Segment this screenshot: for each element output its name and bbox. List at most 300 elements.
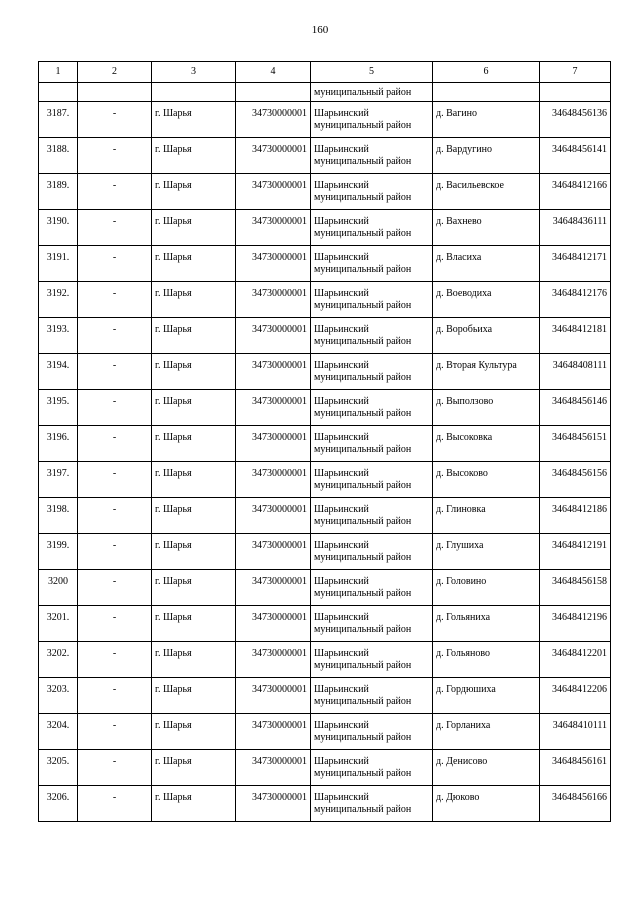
code-cell (236, 570, 311, 606)
settlement-text: д. Горланиха (436, 720, 491, 731)
district-cell (311, 498, 433, 534)
city-text: г. Шарья (155, 252, 192, 263)
row-number-text: 3191. (46, 252, 70, 263)
city-cell (152, 642, 236, 678)
code-text: 34730000001 (252, 504, 307, 515)
code-cell (236, 318, 311, 354)
column-2-text: - (112, 576, 117, 587)
column-2-cell (78, 786, 152, 822)
code-cell (236, 750, 311, 786)
column-2-text: - (112, 756, 117, 767)
column-2-cell (78, 138, 152, 174)
city-cell (152, 426, 236, 462)
code-text: 34730000001 (252, 324, 307, 335)
code-text: 34730000001 (252, 432, 307, 443)
settlement-cell (433, 750, 540, 786)
district-cell (311, 210, 433, 246)
table-row (39, 534, 611, 570)
city-cell (152, 102, 236, 138)
city-text: г. Шарья (155, 720, 192, 731)
settlement-cell (433, 462, 540, 498)
okato-cell (540, 354, 611, 390)
row-number-cell (39, 534, 78, 570)
city-cell (152, 174, 236, 210)
registry-table (38, 61, 611, 822)
table-row (39, 606, 611, 642)
continuation-row (39, 83, 611, 102)
settlement-text: д. Гольяново (436, 648, 491, 659)
row-number-text: 3188. (46, 144, 70, 155)
column-2-text: - (112, 252, 117, 263)
settlement-text: д. Денисово (436, 756, 488, 767)
settlement-text: д. Гордюшиха (436, 684, 496, 695)
cell-empty (236, 83, 311, 102)
row-number-cell (39, 462, 78, 498)
district-cell (311, 390, 433, 426)
row-number-cell (39, 210, 78, 246)
settlement-text: д. Глушиха (436, 540, 484, 551)
okato-cell (540, 750, 611, 786)
settlement-text: д. Глиновка (436, 504, 486, 515)
okato-cell (540, 318, 611, 354)
page-number: 160 (311, 24, 329, 36)
column-header-3: 3 (152, 62, 236, 83)
settlement-text: д. Гольяниха (436, 612, 491, 623)
code-cell (236, 390, 311, 426)
cell-empty (433, 83, 540, 102)
city-cell (152, 786, 236, 822)
settlement-cell (433, 786, 540, 822)
code-text: 34730000001 (252, 540, 307, 551)
header-row (39, 62, 611, 83)
okato-cell (540, 138, 611, 174)
district-line-1: Шарьинский (314, 540, 369, 551)
city-text: г. Шарья (155, 648, 192, 659)
row-number-text: 3196. (46, 432, 70, 443)
settlement-text: д. Вахнево (436, 216, 482, 227)
okato-cell (540, 642, 611, 678)
table-row (39, 138, 611, 174)
cell-empty (39, 83, 78, 102)
city-cell (152, 282, 236, 318)
cell-empty (78, 83, 152, 102)
city-text: г. Шарья (155, 792, 192, 803)
district-line-1: Шарьинский (314, 360, 369, 371)
row-number-cell (39, 390, 78, 426)
district-line-1: Шарьинский (314, 180, 369, 191)
column-2-text: - (112, 108, 117, 119)
column-2-cell (78, 642, 152, 678)
district-line-2: муниципальный район (314, 264, 412, 275)
city-text: г. Шарья (155, 612, 192, 623)
column-header-4: 4 (236, 62, 311, 83)
settlement-cell (433, 282, 540, 318)
district-cell (311, 246, 433, 282)
city-cell (152, 354, 236, 390)
code-cell (236, 498, 311, 534)
city-cell (152, 606, 236, 642)
okato-cell (540, 174, 611, 210)
column-2-cell (78, 390, 152, 426)
row-number-cell (39, 138, 78, 174)
okato-text: 34648456158 (552, 576, 607, 587)
column-2-text: - (112, 288, 117, 299)
okato-text: 34648412166 (552, 180, 607, 191)
row-number-text: 3192. (46, 288, 70, 299)
okato-text: 34648412206 (552, 684, 607, 695)
district-line-2: муниципальный район (314, 660, 412, 671)
column-2-text: - (112, 648, 117, 659)
column-2-cell (78, 678, 152, 714)
district-line-1: Шарьинский (314, 216, 369, 227)
settlement-text: д. Головино (436, 576, 487, 587)
row-number-text: 3206. (46, 792, 70, 803)
district-line-1: Шарьинский (314, 252, 369, 263)
settlement-text: д. Вардугино (436, 144, 492, 155)
column-2-cell (78, 498, 152, 534)
district-line-2: муниципальный район (314, 444, 412, 455)
column-header-6: 6 (433, 62, 540, 83)
code-cell (236, 354, 311, 390)
code-cell (236, 786, 311, 822)
district-cell (311, 174, 433, 210)
row-number-cell (39, 354, 78, 390)
okato-text: 34648436111 (552, 216, 607, 227)
district-line-2: муниципальный район (314, 336, 412, 347)
district-line-1: Шарьинский (314, 324, 369, 335)
city-cell (152, 318, 236, 354)
city-text: г. Шарья (155, 324, 192, 335)
city-text: г. Шарья (155, 432, 192, 443)
settlement-cell (433, 426, 540, 462)
okato-text: 34648456156 (552, 468, 607, 479)
district-line-2: муниципальный район (314, 552, 412, 563)
table-row (39, 678, 611, 714)
table-row (39, 714, 611, 750)
code-text: 34730000001 (252, 216, 307, 227)
settlement-text: д. Власиха (436, 252, 482, 263)
okato-cell (540, 786, 611, 822)
row-number-text: 3203. (46, 684, 70, 695)
okato-text: 34648412176 (552, 288, 607, 299)
okato-text: 34648456146 (552, 396, 607, 407)
row-number-text: 3194. (46, 360, 70, 371)
settlement-text: д. Васильевское (436, 180, 504, 191)
row-number-cell (39, 714, 78, 750)
row-number-cell (39, 318, 78, 354)
okato-text: 34648412191 (552, 540, 607, 551)
district-line-2: муниципальный район (314, 120, 412, 131)
settlement-cell (433, 318, 540, 354)
row-number-text: 3189. (46, 180, 70, 191)
settlement-text: д. Дюково (436, 792, 480, 803)
column-2-cell (78, 426, 152, 462)
district-cell (311, 102, 433, 138)
code-text: 34730000001 (252, 720, 307, 731)
column-header-1: 1 (39, 62, 78, 83)
row-number-cell (39, 750, 78, 786)
code-cell (236, 606, 311, 642)
row-number-cell (39, 570, 78, 606)
city-cell (152, 534, 236, 570)
okato-text: 34648456136 (552, 108, 607, 119)
column-header-7: 7 (540, 62, 611, 83)
district-line-1: Шарьинский (314, 720, 369, 731)
settlement-text: д. Высоково (436, 468, 488, 479)
code-cell (236, 102, 311, 138)
row-number-text: 3202. (46, 648, 70, 659)
column-2-text: - (112, 432, 117, 443)
district-line-1: Шарьинский (314, 144, 369, 155)
row-number-cell (39, 642, 78, 678)
district-line-2: муниципальный район (314, 228, 412, 239)
city-cell (152, 462, 236, 498)
district-line-2: муниципальный район (314, 588, 412, 599)
code-text: 34730000001 (252, 108, 307, 119)
district-cell (311, 534, 433, 570)
district-line-2: муниципальный район (314, 480, 412, 491)
table-row (39, 246, 611, 282)
row-number-cell (39, 678, 78, 714)
settlement-text: д. Выползово (436, 396, 494, 407)
table-row (39, 498, 611, 534)
okato-text: 34648412201 (552, 648, 607, 659)
row-number-text: 3204. (46, 720, 70, 731)
city-text: г. Шарья (155, 144, 192, 155)
settlement-cell (433, 642, 540, 678)
row-number-cell (39, 426, 78, 462)
code-cell (236, 534, 311, 570)
table-row (39, 750, 611, 786)
city-text: г. Шарья (155, 396, 192, 407)
district-line-2: муниципальный район (314, 696, 412, 707)
row-number-text: 3200 (48, 576, 68, 587)
code-cell (236, 246, 311, 282)
code-cell (236, 210, 311, 246)
district-line-1: Шарьинский (314, 792, 369, 803)
district-line-2: муниципальный район (314, 408, 412, 419)
code-text: 34730000001 (252, 288, 307, 299)
row-number-text: 3201. (46, 612, 70, 623)
column-2-cell (78, 210, 152, 246)
district-cell (311, 642, 433, 678)
column-2-cell (78, 534, 152, 570)
city-text: г. Шарья (155, 180, 192, 191)
district-line-1: Шарьинский (314, 684, 369, 695)
code-text: 34730000001 (252, 180, 307, 191)
code-text: 34730000001 (252, 576, 307, 587)
column-2-cell (78, 102, 152, 138)
table-row (39, 642, 611, 678)
code-cell (236, 174, 311, 210)
district-cell (311, 138, 433, 174)
settlement-cell (433, 246, 540, 282)
district-cell (311, 606, 433, 642)
table-row (39, 390, 611, 426)
code-text: 34730000001 (252, 684, 307, 695)
column-header-2: 2 (78, 62, 152, 83)
okato-cell (540, 534, 611, 570)
column-2-text: - (112, 720, 117, 731)
code-text: 34730000001 (252, 360, 307, 371)
code-text: 34730000001 (252, 144, 307, 155)
district-cell (311, 462, 433, 498)
column-2-text: - (112, 144, 117, 155)
row-number-cell (39, 282, 78, 318)
row-number-text: 3198. (46, 504, 70, 515)
city-text: г. Шарья (155, 288, 192, 299)
city-text: г. Шарья (155, 108, 192, 119)
okato-cell (540, 210, 611, 246)
settlement-cell (433, 606, 540, 642)
okato-cell (540, 462, 611, 498)
city-text: г. Шарья (155, 360, 192, 371)
district-line-1: Шарьинский (314, 504, 369, 515)
district-cell (311, 570, 433, 606)
column-2-cell (78, 282, 152, 318)
column-2-cell (78, 714, 152, 750)
code-text: 34730000001 (252, 792, 307, 803)
okato-text: 34648456166 (552, 792, 607, 803)
code-text: 34730000001 (252, 756, 307, 767)
okato-text: 34648456141 (552, 144, 607, 155)
settlement-text: д. Воробьиха (436, 324, 493, 335)
code-text: 34730000001 (252, 612, 307, 623)
code-cell (236, 138, 311, 174)
column-2-cell (78, 354, 152, 390)
code-text: 34730000001 (252, 252, 307, 263)
settlement-cell (433, 174, 540, 210)
district-line-2: муниципальный район (314, 516, 412, 527)
district-cell (311, 282, 433, 318)
table-row (39, 354, 611, 390)
settlement-text: д. Вагино (436, 108, 478, 119)
column-2-cell (78, 462, 152, 498)
okato-text: 34648412186 (552, 504, 607, 515)
row-number-cell (39, 786, 78, 822)
district-line-2: муниципальный район (314, 300, 412, 311)
code-cell (236, 426, 311, 462)
column-header-5: 5 (311, 62, 433, 83)
okato-cell (540, 282, 611, 318)
table-row (39, 174, 611, 210)
table-row (39, 318, 611, 354)
district-cell (311, 678, 433, 714)
district-line-2: муниципальный район (314, 732, 412, 743)
settlement-cell (433, 714, 540, 750)
code-cell (236, 642, 311, 678)
row-number-text: 3187. (46, 108, 70, 119)
okato-cell (540, 246, 611, 282)
row-number-text: 3193. (46, 324, 70, 335)
row-number-cell (39, 174, 78, 210)
okato-cell (540, 102, 611, 138)
table-row (39, 786, 611, 822)
column-2-text: - (112, 792, 117, 803)
district-cell (311, 318, 433, 354)
district-line-2: муниципальный район (314, 624, 412, 635)
city-text: г. Шарья (155, 756, 192, 767)
district-cell (311, 786, 433, 822)
district-cell (311, 750, 433, 786)
settlement-cell (433, 102, 540, 138)
city-text: г. Шарья (155, 468, 192, 479)
okato-cell (540, 498, 611, 534)
district-cell (311, 426, 433, 462)
cell-empty (540, 83, 611, 102)
row-number-text: 3190. (46, 216, 70, 227)
district-line-1: Шарьинский (314, 648, 369, 659)
settlement-cell (433, 570, 540, 606)
district-line-1: Шарьинский (314, 432, 369, 443)
table-row (39, 210, 611, 246)
okato-cell (540, 678, 611, 714)
code-cell (236, 678, 311, 714)
column-2-text: - (112, 216, 117, 227)
column-2-text: - (112, 360, 117, 371)
column-2-cell (78, 246, 152, 282)
city-text: г. Шарья (155, 504, 192, 515)
settlement-text: д. Воеводиха (436, 288, 492, 299)
city-cell (152, 678, 236, 714)
okato-text: 34648456151 (552, 432, 607, 443)
city-cell (152, 570, 236, 606)
settlement-cell (433, 138, 540, 174)
cell-empty (152, 83, 236, 102)
city-cell (152, 714, 236, 750)
okato-cell (540, 390, 611, 426)
code-text: 34730000001 (252, 396, 307, 407)
district-cell (311, 354, 433, 390)
row-number-cell (39, 246, 78, 282)
district-line-2: муниципальный район (314, 192, 412, 203)
settlement-text: д. Высоковка (436, 432, 493, 443)
code-text: 34730000001 (252, 648, 307, 659)
settlement-cell (433, 210, 540, 246)
column-2-cell (78, 318, 152, 354)
column-2-cell (78, 174, 152, 210)
okato-cell (540, 714, 611, 750)
table-row (39, 462, 611, 498)
column-2-text: - (112, 180, 117, 191)
city-cell (152, 138, 236, 174)
district-line-2: муниципальный район (314, 372, 412, 383)
column-2-text: - (112, 468, 117, 479)
column-2-text: - (112, 504, 117, 515)
column-2-cell (78, 570, 152, 606)
city-text: г. Шарья (155, 540, 192, 551)
column-2-text: - (112, 324, 117, 335)
column-2-text: - (112, 612, 117, 623)
row-number-text: 3195. (46, 396, 70, 407)
city-cell (152, 390, 236, 426)
city-cell (152, 210, 236, 246)
row-number-cell (39, 606, 78, 642)
row-number-cell (39, 498, 78, 534)
okato-text: 34648412181 (552, 324, 607, 335)
city-text: г. Шарья (155, 216, 192, 227)
code-cell (236, 462, 311, 498)
okato-text: 34648408111 (552, 360, 607, 371)
table-row (39, 282, 611, 318)
code-cell (236, 282, 311, 318)
code-text: 34730000001 (252, 468, 307, 479)
district-line-1: Шарьинский (314, 468, 369, 479)
city-cell (152, 498, 236, 534)
table-row (39, 426, 611, 462)
district-line-2: муниципальный район (314, 768, 412, 779)
row-number-text: 3205. (46, 756, 70, 767)
